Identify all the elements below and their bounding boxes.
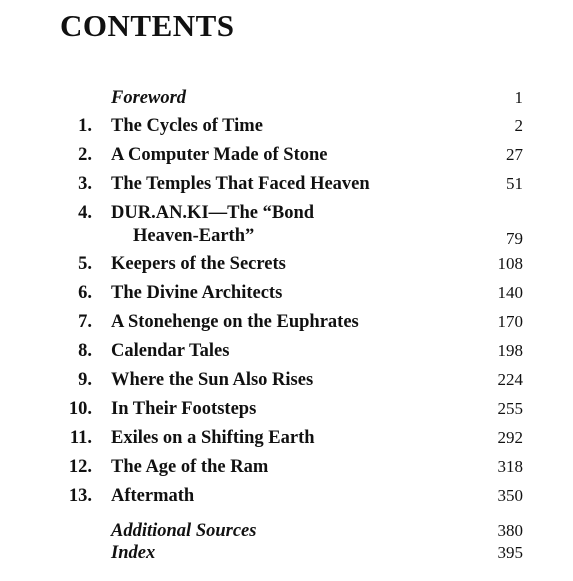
toc-entry-chapter-9[interactable] [0, 368, 573, 392]
toc-entry-chapter-8[interactable] [0, 339, 573, 363]
entry-page: 292 [497, 428, 523, 447]
entry-title: Foreword [111, 88, 187, 108]
toc-entry-foreword[interactable] [0, 86, 573, 110]
entry-page: 51 [506, 174, 523, 193]
toc-entry-chapter-10[interactable] [0, 397, 573, 421]
entry-number: 4. [78, 203, 92, 223]
entry-title: Keepers of the Secrets [111, 254, 286, 274]
page-title: CONTENTS [60, 8, 235, 43]
entry-title: In Their Footsteps [111, 399, 257, 419]
entry-number: 2. [78, 145, 92, 165]
entry-title: A Computer Made of Stone [111, 145, 328, 165]
entry-page: 198 [497, 341, 523, 360]
entry-page: 380 [497, 521, 523, 540]
entry-number: 6. [78, 283, 92, 303]
entry-number: 8. [78, 341, 92, 361]
toc-entry-additional-sources[interactable] [0, 519, 573, 543]
entry-title: Additional Sources [111, 521, 257, 541]
entry-title: The Divine Architects [111, 283, 283, 303]
toc-entry-chapter-12[interactable] [0, 455, 573, 479]
entry-number: 10. [68, 399, 92, 419]
toc-entry-chapter-5[interactable] [0, 252, 573, 276]
entry-page: 140 [497, 283, 523, 302]
entry-page: 2 [514, 116, 523, 135]
entry-number: 9. [78, 370, 92, 390]
toc-entry-chapter-1[interactable] [0, 114, 573, 138]
entry-title: The Age of the Ram [111, 457, 269, 477]
toc-entry-chapter-13[interactable] [0, 484, 573, 508]
entry-number: 5. [78, 254, 92, 274]
entry-title: Calendar Tales [111, 341, 230, 361]
entry-number: 13. [68, 486, 92, 506]
toc-entry-index[interactable] [0, 541, 573, 565]
entry-page: 27 [506, 145, 523, 164]
entry-number: 12. [68, 457, 92, 477]
entry-title: The Cycles of Time [111, 116, 263, 136]
entry-page: 255 [497, 399, 523, 418]
entry-page: 108 [497, 254, 523, 273]
toc-entry-chapter-7[interactable] [0, 310, 573, 334]
entry-page: 350 [497, 486, 523, 505]
entry-number: 1. [78, 116, 92, 136]
entry-title: Index [111, 543, 156, 563]
entry-title: Where the Sun Also Rises [111, 370, 314, 390]
entry-page: 318 [497, 457, 523, 476]
toc-entry-chapter-4[interactable] [0, 201, 573, 225]
entry-page: 224 [497, 370, 523, 389]
entry-title: DUR.AN.KI—The “Bond [111, 203, 315, 223]
entry-title: Exiles on a Shifting Earth [111, 428, 315, 448]
entry-page: 1 [514, 88, 523, 107]
toc-entry-chapter-2[interactable] [0, 143, 573, 167]
entry-title: The Temples That Faced Heaven [111, 174, 370, 194]
entry-page: 170 [497, 312, 523, 331]
toc-entry-chapter-3[interactable] [0, 172, 573, 196]
toc-entry-chapter-11[interactable] [0, 426, 573, 450]
toc-entry-chapter-4-continued[interactable] [0, 224, 573, 248]
entry-number: 7. [78, 312, 92, 332]
entry-number: 3. [78, 174, 92, 194]
toc-entry-chapter-6[interactable] [0, 281, 573, 305]
entry-page: 395 [497, 543, 523, 562]
entry-number: 11. [69, 428, 92, 448]
entry-page: 79 [506, 229, 523, 248]
entry-title: A Stonehenge on the Euphrates [111, 312, 359, 332]
entry-title-continued: Heaven-Earth” [133, 226, 255, 246]
entry-title: Aftermath [111, 486, 195, 506]
